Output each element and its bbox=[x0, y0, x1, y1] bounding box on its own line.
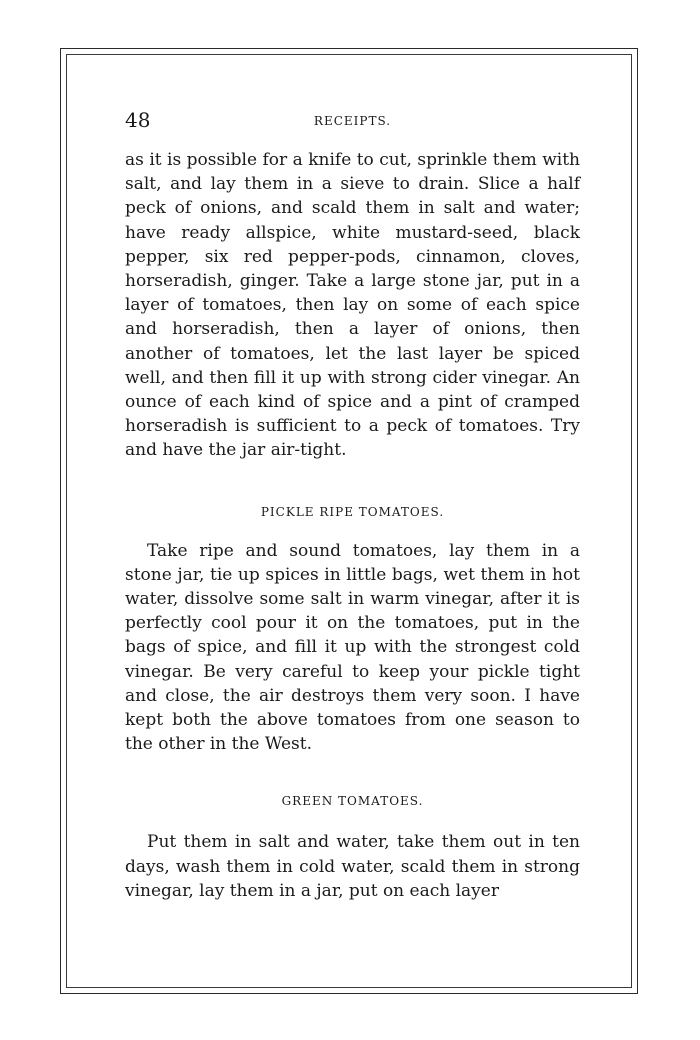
page-number: 48 bbox=[125, 108, 151, 132]
continuation-paragraph: as it is possible for a knife to cut, sprinkle them with salt, and lay them in a sieve to drain. Slice a half peck of onions, and scald them in salt and water; have ready allspice, white mustard-seed, black pepper, six red pepper-pods, cinnamon, cloves, horseradish, ginger. Take a large stone jar, put in a layer of tomatoes, then lay on some of each spice and horseradish, then a layer of onions, then another of tomatoes, let the last layer be spiced well, and then fill it up with strong cider vinegar. An ounce of each kind of spice and a pint of cramped horseradish is sufficient to a peck of tomatoes. Try and have the jar air-tight. bbox=[125, 150, 580, 461]
paragraph-pickle-ripe-tomatoes: Take ripe and sound tomatoes, lay them in a stone jar, tie up spices in little bags, wet them in hot water, dissolve some salt in warm vinegar, after it is perfectly cool pour it on the tomatoes, put in the bags of spice, and fill it up with the strongest cold vinegar. Be very careful to keep your pickle tight and close, the air destroys them very soon. I have kept both the above tomatoes from one season to the other in the West. bbox=[125, 540, 580, 755]
section-title-green-tomatoes: GREEN TOMATOES. bbox=[281, 794, 424, 809]
book-page bbox=[125, 108, 580, 903]
paragraph-green-tomatoes: Put them in salt and water, take them out in ten days, wash them in cold water, scald them in strong vinegar, lay them in a jar, put on each layer bbox=[125, 832, 580, 901]
running-head bbox=[125, 108, 580, 136]
section-title-pickle-ripe-tomatoes: PICKLE RIPE TOMATOES. bbox=[260, 504, 445, 519]
running-title: RECEIPTS. bbox=[313, 114, 392, 128]
